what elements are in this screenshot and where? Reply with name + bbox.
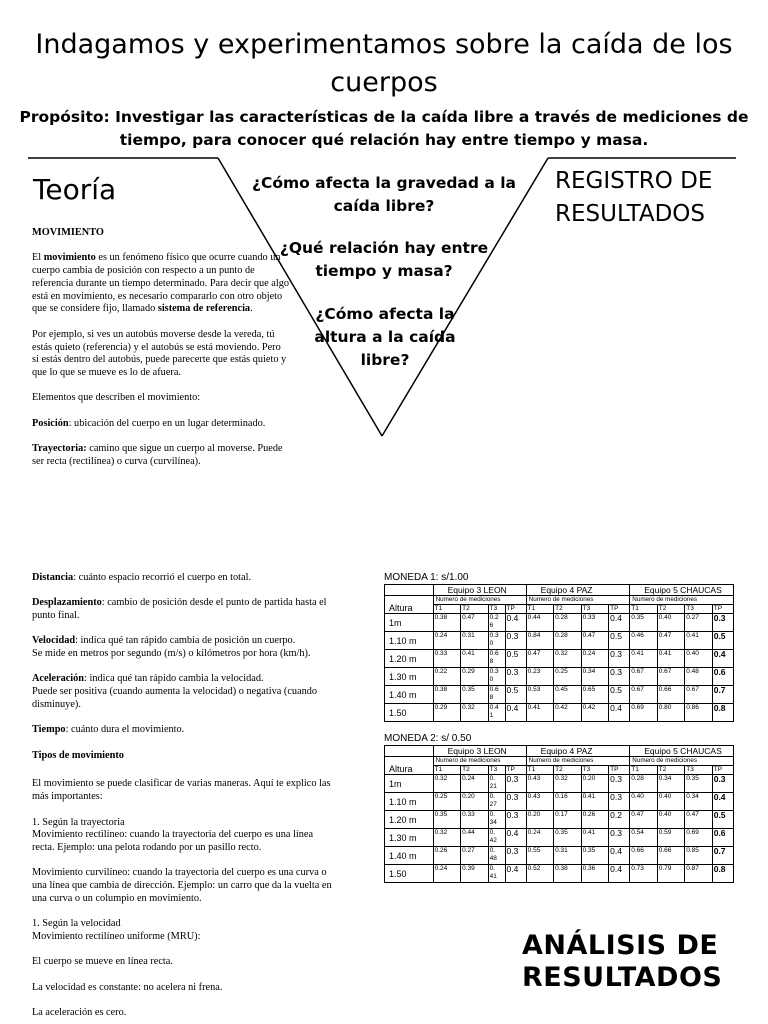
tp-cell: 0.8 [712, 704, 733, 722]
value-cell: 0.53 [526, 686, 553, 704]
value-cell: 0.85 [685, 847, 712, 865]
value-cell: 0.67 [630, 686, 657, 704]
value-cell: 0.59 [657, 829, 684, 847]
mediciones-header: Numero de mediciones [433, 596, 526, 605]
col-header: T3 [488, 766, 505, 775]
col-header: T1 [630, 766, 657, 775]
tp-cell: 0.4 [505, 614, 526, 632]
value-cell: 0.35 [554, 829, 581, 847]
tp-cell: 0.6 [712, 668, 733, 686]
value-cell: 0.41 [526, 704, 553, 722]
tp-cell: 0.8 [712, 865, 733, 883]
value-cell: 0.24 [526, 829, 553, 847]
moneda-2-table [384, 745, 734, 883]
value-cell: 0.20 [526, 811, 553, 829]
value-cell: 0.80 [657, 704, 684, 722]
tp-cell: 0.5 [609, 686, 630, 704]
tp-cell: 0.5 [505, 650, 526, 668]
value-cell: 0.28 [554, 614, 581, 632]
altura-cell: 1.40 m [385, 686, 434, 704]
value-cell: 0.17 [554, 811, 581, 829]
value-cell: 0.34 [657, 775, 684, 793]
altura-cell: 1.20 m [385, 650, 434, 668]
value-cell: 0.69 [685, 829, 712, 847]
velocidad-definition: Velocidad: indica qué tan rápido cambia de posición un cuerpo. Se mide en metros por segundo (m/s) o kilómetros por hora (km/h). [32, 635, 311, 660]
altura-cell: 1.50 [385, 704, 434, 722]
table-row [385, 829, 734, 847]
tp-cell: 0.3 [505, 668, 526, 686]
value-cell: 0.42 [554, 704, 581, 722]
col-header: T2 [657, 766, 684, 775]
value-cell: 0.26 [433, 847, 460, 865]
tp-cell: 0.5 [712, 632, 733, 650]
value-cell: 0. 27 [488, 793, 505, 811]
value-cell: 0.66 [630, 847, 657, 865]
tp-cell: 0.5 [609, 632, 630, 650]
question-altura: ¿Cómo afecta la altura a la caída libre? [314, 305, 456, 369]
col-header: T3 [685, 766, 712, 775]
value-cell: 0.28 [554, 632, 581, 650]
tp-cell: 0.3 [609, 668, 630, 686]
table-row [385, 775, 734, 793]
col-header: T2 [657, 605, 684, 614]
posicion-definition: Posición: ubicación del cuerpo en un lugar determinado. [32, 417, 266, 429]
mru-line-1: El cuerpo se mueve en línea recta. [32, 956, 173, 968]
subheader-row [385, 596, 734, 605]
value-cell: 0.41 [685, 632, 712, 650]
column-header-row [385, 605, 734, 614]
value-cell: 0.86 [685, 704, 712, 722]
value-cell: 0.20 [581, 775, 608, 793]
moneda-1-table [384, 584, 734, 722]
value-cell: 0.67 [630, 668, 657, 686]
value-cell: 0.27 [685, 614, 712, 632]
tp-cell: 0.4 [505, 865, 526, 883]
value-cell: 0.84 [526, 632, 553, 650]
value-cell: 0.31 [461, 632, 488, 650]
tipos-intro: El movimiento se puede clasificar de varias maneras. Aquí te explico las más importantes: [32, 778, 331, 803]
col-header: T1 [526, 605, 553, 614]
altura-cell: 1m [385, 775, 434, 793]
tp-cell: 0.3 [505, 811, 526, 829]
value-cell: 0.67 [685, 686, 712, 704]
value-cell: 0.43 [526, 775, 553, 793]
value-cell: 0.47 [461, 614, 488, 632]
value-cell: 0.43 [526, 793, 553, 811]
value-cell: 0.25 [433, 793, 460, 811]
col-header: TP [712, 605, 733, 614]
value-cell: 0.32 [554, 775, 581, 793]
value-cell: 0.44 [526, 614, 553, 632]
value-cell: 0.35 [581, 847, 608, 865]
value-cell: 0.66 [657, 686, 684, 704]
col-header: T1 [433, 766, 460, 775]
team-header-row [385, 746, 734, 757]
tp-cell: 0.3 [712, 775, 733, 793]
distancia-definition: Distancia: cuánto espacio recorrió el cuerpo en total. [32, 572, 252, 583]
value-cell: 0.73 [630, 865, 657, 883]
tiempo-definition: Tiempo: cuánto dura el movimiento. [32, 724, 185, 736]
col-header: TP [609, 605, 630, 614]
value-cell: 0.24 [433, 632, 460, 650]
value-cell: 0.6 8 [488, 686, 505, 704]
value-cell: 0.47 [685, 811, 712, 829]
value-cell: 0.31 [554, 847, 581, 865]
value-cell: 0.33 [581, 614, 608, 632]
value-cell: 0.40 [657, 614, 684, 632]
value-cell: 0.47 [657, 632, 684, 650]
value-cell: 0.24 [461, 775, 488, 793]
tp-cell: 0.4 [505, 704, 526, 722]
tp-cell: 0.3 [609, 775, 630, 793]
tp-cell: 0.4 [609, 865, 630, 883]
movimiento-paragraph: El movimiento es un fenómeno físico que ocurre cuando un cuerpo cambia de posición con respecto a un punto de referencia durante un tiempo determinado. Para decir que algo está en movimiento, es necesario compararlo con otro objeto que se considere fijo, llamado sistema de referencia. [32, 252, 290, 315]
tp-cell: 0.4 [712, 650, 733, 668]
tipos-title: Tipos de movimiento [32, 749, 124, 761]
tp-cell: 0.5 [505, 686, 526, 704]
value-cell: 0.27 [461, 847, 488, 865]
value-cell: 0.3 0 [488, 632, 505, 650]
altura-cell: 1.30 m [385, 668, 434, 686]
value-cell: 0. 21 [488, 775, 505, 793]
page-title: Indagamos y experimentamos sobre la caída de los cuerpos [35, 29, 733, 98]
tp-cell: 0.3 [609, 650, 630, 668]
col-header: T3 [581, 605, 608, 614]
registro-heading: REGISTRO DE RESULTADOS [555, 168, 713, 227]
moneda-1-label: MONEDA 1: s/1.00 [384, 572, 469, 583]
tp-cell: 0.4 [609, 847, 630, 865]
table-row [385, 811, 734, 829]
value-cell: 0.41 [581, 793, 608, 811]
col-header: TP [505, 605, 526, 614]
movimiento-title: MOVIMIENTO [32, 227, 104, 238]
value-cell: 0.54 [630, 829, 657, 847]
tp-cell: 0.3 [505, 793, 526, 811]
col-header: TP [505, 766, 526, 775]
col-header: T3 [488, 605, 505, 614]
altura-cell: 1.10 m [385, 632, 434, 650]
value-cell: 0.22 [433, 668, 460, 686]
trayectoria-section: 1. Según la trayectoria Movimiento rectilíneo: cuando la trayectoria del cuerpo es una línea recta. Ejemplo: una pelota rodando por un pasillo recto. [32, 816, 314, 854]
value-cell: 0.28 [630, 775, 657, 793]
value-cell: 0.66 [657, 847, 684, 865]
tp-cell: 0.2 [609, 811, 630, 829]
velocidad-section: 1. Según la velocidad Movimiento rectilíneo uniforme (MRU): [32, 918, 201, 943]
value-cell: 0.41 [581, 829, 608, 847]
value-cell: 0.25 [554, 668, 581, 686]
table-row [385, 650, 734, 668]
value-cell: 0.29 [433, 704, 460, 722]
value-cell: 0.29 [461, 668, 488, 686]
value-cell: 0.35 [685, 775, 712, 793]
value-cell: 0.41 [461, 650, 488, 668]
value-cell: 0.47 [630, 811, 657, 829]
value-cell: 0.3 0 [488, 668, 505, 686]
value-cell: 0. 42 [488, 829, 505, 847]
col-header: T2 [554, 766, 581, 775]
value-cell: 0.35 [433, 811, 460, 829]
team-header: Equipo 4 PAZ [526, 746, 630, 757]
col-header: T2 [461, 766, 488, 775]
curvilineo-paragraph: Movimiento curvilíneo: cuando la trayectoria del cuerpo es una curva o una línea que cambia de dirección. Ejemplo: un carro que da la vuelta en una curva o un columpio en movimiento. [32, 867, 332, 905]
value-cell: 0.40 [657, 793, 684, 811]
mru-line-3: La aceleración es cero. [32, 1007, 127, 1019]
value-cell: 0.47 [581, 632, 608, 650]
value-cell: 0.38 [554, 865, 581, 883]
team-header: Equipo 5 CHAUCAS [630, 585, 734, 596]
value-cell: 0.40 [630, 793, 657, 811]
value-cell: 0.39 [461, 865, 488, 883]
value-cell: 0. 48 [488, 847, 505, 865]
subheader-row [385, 757, 734, 766]
altura-cell: 1.50 [385, 865, 434, 883]
table-row [385, 847, 734, 865]
col-header: TP [712, 766, 733, 775]
moneda-2-label: MONEDA 2: s/ 0.50 [384, 733, 472, 744]
value-cell: 0.79 [657, 865, 684, 883]
analisis-heading: ANÁLISIS DE RESULTADOS [522, 930, 723, 993]
tp-cell: 0.7 [712, 686, 733, 704]
tp-cell: 0.3 [505, 847, 526, 865]
table-row [385, 686, 734, 704]
tp-cell: 0.3 [712, 614, 733, 632]
value-cell: 0.46 [630, 632, 657, 650]
value-cell: 0.33 [433, 650, 460, 668]
value-cell: 0.40 [685, 650, 712, 668]
value-cell: 0.87 [685, 865, 712, 883]
ejemplo-paragraph: Por ejemplo, si ves un autobús moverse desde la vereda, tú estás quieto (referencia) y el autobús se está moviendo. Pero si estás dentro del autobús, puede parecerte que estás quieto y que lo que se mueve es lo de afuera. [32, 328, 287, 379]
value-cell: 0.35 [630, 614, 657, 632]
mru-line-2: La velocidad es constante: no acelera ni frena. [32, 981, 223, 993]
value-cell: 0.40 [657, 811, 684, 829]
tp-cell: 0.7 [712, 847, 733, 865]
value-cell: 0.32 [433, 829, 460, 847]
altura-cell: 1.30 m [385, 829, 434, 847]
value-cell: 0.47 [526, 650, 553, 668]
col-header: T1 [526, 766, 553, 775]
col-header: T2 [461, 605, 488, 614]
value-cell: 0.35 [461, 686, 488, 704]
value-cell: 0.38 [433, 614, 460, 632]
value-cell: 0.23 [526, 668, 553, 686]
col-header: T3 [685, 605, 712, 614]
team-header: Equipo 3 LEON [433, 746, 526, 757]
value-cell: 0.38 [433, 686, 460, 704]
tp-cell: 0.4 [609, 614, 630, 632]
question-gravedad: ¿Cómo afecta la gravedad a la caída libre? [251, 174, 517, 215]
table-row [385, 793, 734, 811]
value-cell: 0.33 [461, 811, 488, 829]
value-cell: 0. 34 [488, 811, 505, 829]
column-header-row [385, 766, 734, 775]
value-cell: 0.52 [526, 865, 553, 883]
teoria-heading: Teoría [33, 173, 117, 206]
tp-cell: 0.4 [712, 793, 733, 811]
team-header: Equipo 3 LEON [433, 585, 526, 596]
table-row [385, 632, 734, 650]
elementos-paragraph: Elementos que describen el movimiento: [32, 392, 201, 404]
aceleracion-definition: Aceleración: indica qué tan rápido cambia la velocidad. Puede ser positiva (cuando aumenta la velocidad) o negativa (cuando disminuye). [32, 673, 318, 711]
team-header-row [385, 585, 734, 596]
blank-cell [385, 585, 434, 596]
mediciones-header: Numero de mediciones [526, 757, 630, 766]
value-cell: 0. 41 [488, 865, 505, 883]
value-cell: 0.32 [554, 650, 581, 668]
col-header: T1 [630, 605, 657, 614]
tp-cell: 0.3 [505, 632, 526, 650]
table-row [385, 704, 734, 722]
theory-column-1 [32, 227, 290, 481]
mediciones-header: Numero de mediciones [526, 596, 630, 605]
value-cell: 0.4 1 [488, 704, 505, 722]
value-cell: 0.41 [657, 650, 684, 668]
value-cell: 0.32 [461, 704, 488, 722]
desplazamiento-definition: Desplazamiento: cambio de posición desde el punto de partida hasta el punto final. [32, 597, 327, 622]
tp-cell: 0.4 [609, 704, 630, 722]
value-cell: 0.69 [630, 704, 657, 722]
team-header: Equipo 5 CHAUCAS [630, 746, 734, 757]
tp-cell: 0.3 [609, 829, 630, 847]
mediciones-header: Numero de mediciones [433, 757, 526, 766]
table-row [385, 614, 734, 632]
blank-cell [385, 746, 434, 757]
altura-cell: 1.20 m [385, 811, 434, 829]
altura-cell: 1.40 m [385, 847, 434, 865]
altura-cell: 1.10 m [385, 793, 434, 811]
value-cell: 0.41 [630, 650, 657, 668]
altura-cell: 1m [385, 614, 434, 632]
col-header: T3 [581, 766, 608, 775]
mediciones-header: Numero de mediciones [630, 596, 734, 605]
value-cell: 0.26 [581, 811, 608, 829]
question-tiempo-masa: ¿Qué relación hay entre tiempo y masa? [279, 239, 489, 280]
tp-cell: 0.3 [505, 775, 526, 793]
value-cell: 0.16 [554, 793, 581, 811]
value-cell: 0.34 [685, 793, 712, 811]
table-row [385, 865, 734, 883]
col-header: TP [609, 766, 630, 775]
value-cell: 0.2 6 [488, 614, 505, 632]
value-cell: 0.45 [554, 686, 581, 704]
tp-cell: 0.6 [712, 829, 733, 847]
value-cell: 0.6 8 [488, 650, 505, 668]
tp-cell: 0.5 [712, 811, 733, 829]
table-row [385, 668, 734, 686]
theory-column-2 [32, 572, 332, 1024]
value-cell: 0.20 [461, 793, 488, 811]
value-cell: 0.65 [581, 686, 608, 704]
value-cell: 0.36 [581, 865, 608, 883]
col-header: T1 [433, 605, 460, 614]
team-header: Equipo 4 PAZ [526, 585, 630, 596]
purpose-statement: Propósito: Investigar las características de la caída libre a través de mediciones de tiempo, para conocer qué relación hay entre tiempo y masa. [19, 108, 749, 149]
value-cell: 0.67 [657, 668, 684, 686]
tp-cell: 0.3 [609, 793, 630, 811]
value-cell: 0.55 [526, 847, 553, 865]
trayectoria-definition: Trayectoria: camino que sigue un cuerpo al moverse. Puede ser recta (rectilínea) o curva (curvilínea). [32, 443, 283, 467]
value-cell: 0.44 [461, 829, 488, 847]
value-cell: 0.32 [433, 775, 460, 793]
value-cell: 0.42 [581, 704, 608, 722]
col-header: T2 [554, 605, 581, 614]
value-cell: 0.34 [581, 668, 608, 686]
mediciones-header: Numero de mediciones [630, 757, 734, 766]
value-cell: 0.24 [433, 865, 460, 883]
altura-header: Altura [385, 757, 434, 775]
altura-header: Altura [385, 596, 434, 614]
tp-cell: 0.4 [505, 829, 526, 847]
value-cell: 0.24 [581, 650, 608, 668]
value-cell: 0.48 [685, 668, 712, 686]
